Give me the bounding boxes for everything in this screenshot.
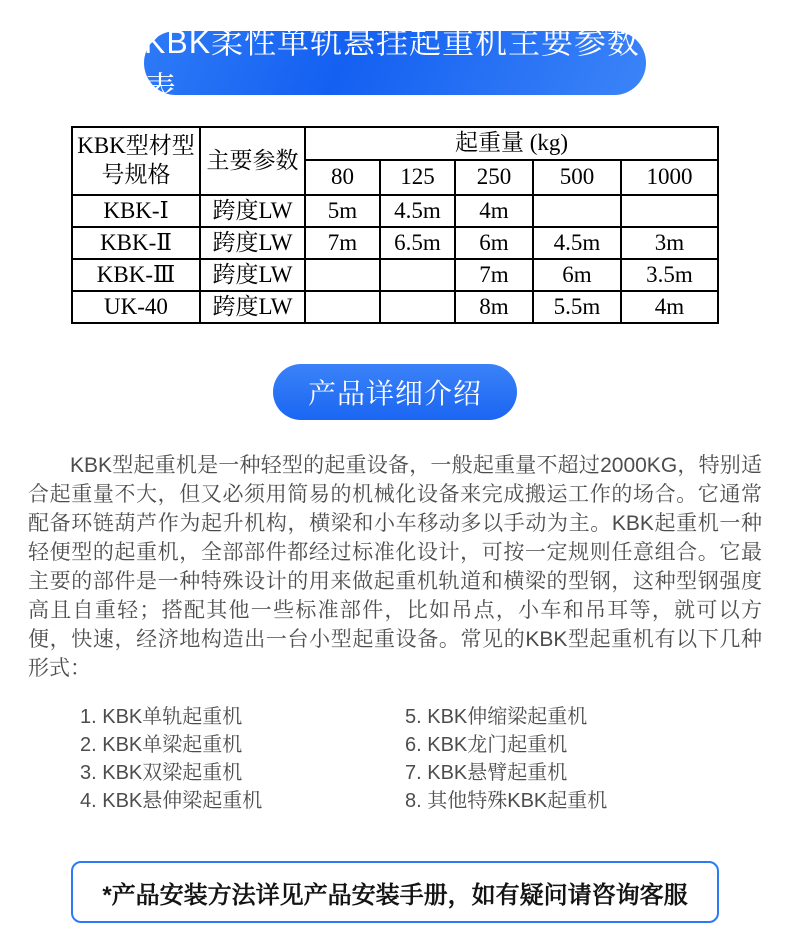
model-cell: UK-40 bbox=[72, 291, 200, 323]
span-value-cell: 6.5m bbox=[380, 227, 455, 259]
capacity-column-header: 250 bbox=[455, 160, 533, 195]
param-cell: 跨度LW bbox=[200, 227, 305, 259]
span-value-cell bbox=[380, 259, 455, 291]
crane-type-item: 8. 其他特殊KBK起重机 bbox=[405, 790, 608, 812]
crane-type-list-right bbox=[405, 703, 730, 815]
span-value-cell: 7m bbox=[305, 227, 380, 259]
product-detail-section-header bbox=[273, 364, 517, 420]
intro-paragraph: KBK型起重机是一种轻型的起重设备，一般起重量不超过2000KG，特别适合起重量不大，但又必须用简易的机械化设备来完成搬运工作的场合。它通常配备环链葫芦作为起升机构，横梁和小车移动多以手动为主。KBK起重机一种轻便型的起重机，全部部件都经过标准化设计，可按一定规则任意组合。它最主要的部件是一种特殊设计的用来做起重机轨道和横梁的型钢，这种型钢强度高且自重轻；搭配其他一些标准部件，比如吊点，小车和吊耳等，就可以方便，快速，经济地构造出一台小型起重设备。常见的KBK型起重机有以下几种形式： bbox=[28, 454, 762, 680]
capacity-column-header: 80 bbox=[305, 160, 380, 195]
model-cell: KBK-Ⅲ bbox=[72, 259, 200, 291]
model-cell: KBK-Ⅱ bbox=[72, 227, 200, 259]
crane-type-item: 1. KBK单轨起重机 bbox=[80, 706, 243, 728]
span-value-cell bbox=[621, 195, 718, 227]
param-header-cell: 主要参数 bbox=[200, 127, 305, 195]
table-row bbox=[72, 195, 718, 227]
span-value-cell: 3.5m bbox=[621, 259, 718, 291]
capacity-column-header: 125 bbox=[380, 160, 455, 195]
crane-type-item: 6. KBK龙门起重机 bbox=[405, 734, 568, 756]
spec-table bbox=[71, 126, 719, 324]
crane-type-item: 3. KBK双梁起重机 bbox=[80, 762, 243, 784]
crane-type-list bbox=[80, 703, 790, 815]
section-header-label: 产品详细介绍 bbox=[307, 378, 482, 409]
page-title-banner bbox=[144, 24, 646, 106]
model-cell: KBK-Ⅰ bbox=[72, 195, 200, 227]
table-row bbox=[72, 259, 718, 291]
span-value-cell: 5.5m bbox=[533, 291, 621, 323]
install-note-box bbox=[71, 861, 719, 923]
crane-type-list-left bbox=[80, 703, 405, 815]
capacity-column-header: 500 bbox=[533, 160, 621, 195]
crane-type-item: 5. KBK伸缩梁起重机 bbox=[405, 706, 588, 728]
install-note-text: *产品安装方法详见产品安装手册，如有疑问请咨询客服 bbox=[102, 881, 688, 909]
span-value-cell bbox=[305, 291, 380, 323]
capacity-header-cell: 起重量 (kg) bbox=[305, 127, 718, 160]
span-value-cell bbox=[305, 259, 380, 291]
span-value-cell bbox=[380, 291, 455, 323]
capacity-column-header: 1000 bbox=[621, 160, 718, 195]
span-value-cell: 3m bbox=[621, 227, 718, 259]
param-cell: 跨度LW bbox=[200, 195, 305, 227]
crane-type-item: 4. KBK悬伸梁起重机 bbox=[80, 790, 263, 812]
page-title: KBK柔性单轨悬挂起重机主要参数表 bbox=[144, 24, 641, 106]
span-value-cell: 8m bbox=[455, 291, 533, 323]
crane-type-item: 7. KBK悬臂起重机 bbox=[405, 762, 568, 784]
param-cell: 跨度LW bbox=[200, 291, 305, 323]
span-value-cell bbox=[533, 195, 621, 227]
span-value-cell: 4.5m bbox=[533, 227, 621, 259]
param-cell: 跨度LW bbox=[200, 259, 305, 291]
table-header-row-1 bbox=[72, 127, 718, 160]
span-value-cell: 4m bbox=[455, 195, 533, 227]
span-value-cell: 6m bbox=[455, 227, 533, 259]
span-value-cell: 7m bbox=[455, 259, 533, 291]
model-header-cell: KBK型材型号规格 bbox=[72, 127, 200, 195]
table-row bbox=[72, 291, 718, 323]
table-row bbox=[72, 227, 718, 259]
span-value-cell: 5m bbox=[305, 195, 380, 227]
span-value-cell: 6m bbox=[533, 259, 621, 291]
crane-type-item: 2. KBK单梁起重机 bbox=[80, 734, 243, 756]
span-value-cell: 4m bbox=[621, 291, 718, 323]
span-value-cell: 4.5m bbox=[380, 195, 455, 227]
